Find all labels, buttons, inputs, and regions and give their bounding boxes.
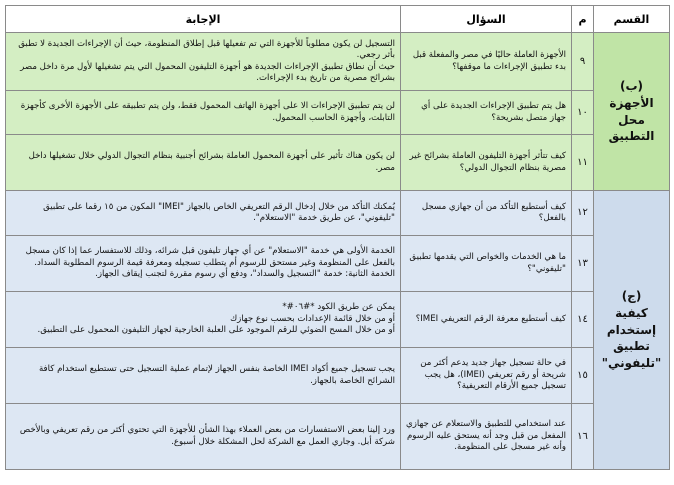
answer-cell: ورد إلينا بعض الاستفسارات من بعض العملاء بهذا الشأن للأجهزة التي تحتوي أكثر من رقم تعريفي وبالأخص شركة أبل. وجاري العمل مع الشركة لحل المشكلة خلال أسبوع. [6, 404, 401, 470]
question-cell: كيف أستطيع معرفة الرقم التعريفي IMEI؟ [401, 292, 572, 348]
faq-table-container [5, 5, 669, 470]
section-title: (ج) كيفية إستخدام تطبيق "تليفوني" [594, 191, 670, 470]
row-number: ١٦ [572, 404, 594, 470]
row-number: ١٣ [572, 236, 594, 292]
header-number: م [572, 6, 594, 33]
question-cell: كيف أستطيع التأكد من أن جهازي مسجل بالفعل؟ [401, 191, 572, 236]
row-number: ١٠ [572, 91, 594, 135]
answer-cell: يجب تسجيل جميع أكواد IMEI الخاصة بنفس الجهاز لإتمام عملية التسجيل حتى تستطيع استخدام كافة الشرائح الخاصة بالجهاز. [6, 348, 401, 404]
section-title: (ب) الأجهزة محل التطبيق [594, 33, 670, 191]
table-row [6, 292, 670, 348]
question-cell: في حالة تسجيل جهاز جديد يدعم أكثر من شريحة أو رقم تعريفي (IMEI)، هل يجب تسجيل جميع الأرقام التعريفية؟ [401, 348, 572, 404]
row-number: ١٤ [572, 292, 594, 348]
table-row [6, 91, 670, 135]
table-row [6, 348, 670, 404]
answer-cell: لن يتم تطبيق الإجراءات الا على أجهزة الهاتف المحمول فقط، ولن يتم تطبيقه على الأجهزة الأخرى كأجهزة التابلت، وأجهزة الحاسب المحمول. [6, 91, 401, 135]
row-number: ١٢ [572, 191, 594, 236]
question-cell: كيف تتأثر أجهزة التليفون العاملة بشرائح غير مصرية بنظام التجوال الدولي؟ [401, 135, 572, 191]
question-cell: عند استخدامي للتطبيق والاستعلام عن جهازي المفعل من قبل وجد أنه يستحق عليه الرسوم وأنه غير مسجل على المنظومة. [401, 404, 572, 470]
row-number: ١٥ [572, 348, 594, 404]
table-row [6, 33, 670, 91]
question-cell: ما هي الخدمات والخواص التي يقدمها تطبيق "تليفوني"؟ [401, 236, 572, 292]
header-row [6, 6, 670, 33]
row-number: ١١ [572, 135, 594, 191]
answer-cell: يُمكنك التأكد من خلال إدخال الرقم التعريفي الخاص بالجهاز "IMEI" المكون من ١٥ رقما على تطبيق "تليفوني"، عن طريق خدمة "الاستعلام". [6, 191, 401, 236]
answer-cell: الخدمة الأولى هي خدمة "الاستعلام" عن أي جهاز تليفون قبل شرائه، وذلك للاستفسار عما إذا كان مسجل بالفعل على المنظومة وغير مستحق للرسوم أم يتطلب تسجيله ومعرفة قيمة الرسوم المطلوبة السداد. الخدمة الثانية: خدمة "التسجيل والسداد"، ودفع أي رسوم مقررة لتجنب إيقاف الجهاز. [6, 236, 401, 292]
table-row [6, 404, 670, 470]
answer-cell: يمكن عن طريق الكود *#٠٦#* أو من خلال قائمة الإعدادات بحسب نوع جهازك أو من خلال المسح الضوئي للرقم الموجود على العلبة الخارجية لجهاز التليفون المحمول على التطبيق. [6, 292, 401, 348]
table-row [6, 135, 670, 191]
faq-table [5, 5, 670, 470]
row-number: ٩ [572, 33, 594, 91]
header-section: القسم [594, 6, 670, 33]
header-question: السؤال [401, 6, 572, 33]
answer-cell: لن يكون هناك تأثير على أجهزة المحمول العاملة بشرائح أجنبية بنظام التجوال الدولي خلال تشغيلها داخل مصر. [6, 135, 401, 191]
table-row [6, 191, 670, 236]
table-row [6, 236, 670, 292]
question-cell: الأجهزة العاملة حاليًا في مصر والمفعلة قبل بدء تطبيق الإجراءات ما موقفها؟ [401, 33, 572, 91]
header-answer: الإجابة [6, 6, 401, 33]
question-cell: هل يتم تطبيق الإجراءات الجديدة على أي جهاز متصل بشريحة؟ [401, 91, 572, 135]
answer-cell: التسجيل لن يكون مطلوباً للأجهزة التي تم تفعيلها قبل إطلاق المنظومة، حيث أن الإجراءات الجديدة لا تطبق بأثر رجعي. حيث أن نطاق تطبيق الإجراءات الجديدة هو أجهزة التليفون المحمول التي يتم تشغيلها لأول مرة داخل مصر بشرائح مصرية من تاريخ بدء الإجراءات. [6, 33, 401, 91]
